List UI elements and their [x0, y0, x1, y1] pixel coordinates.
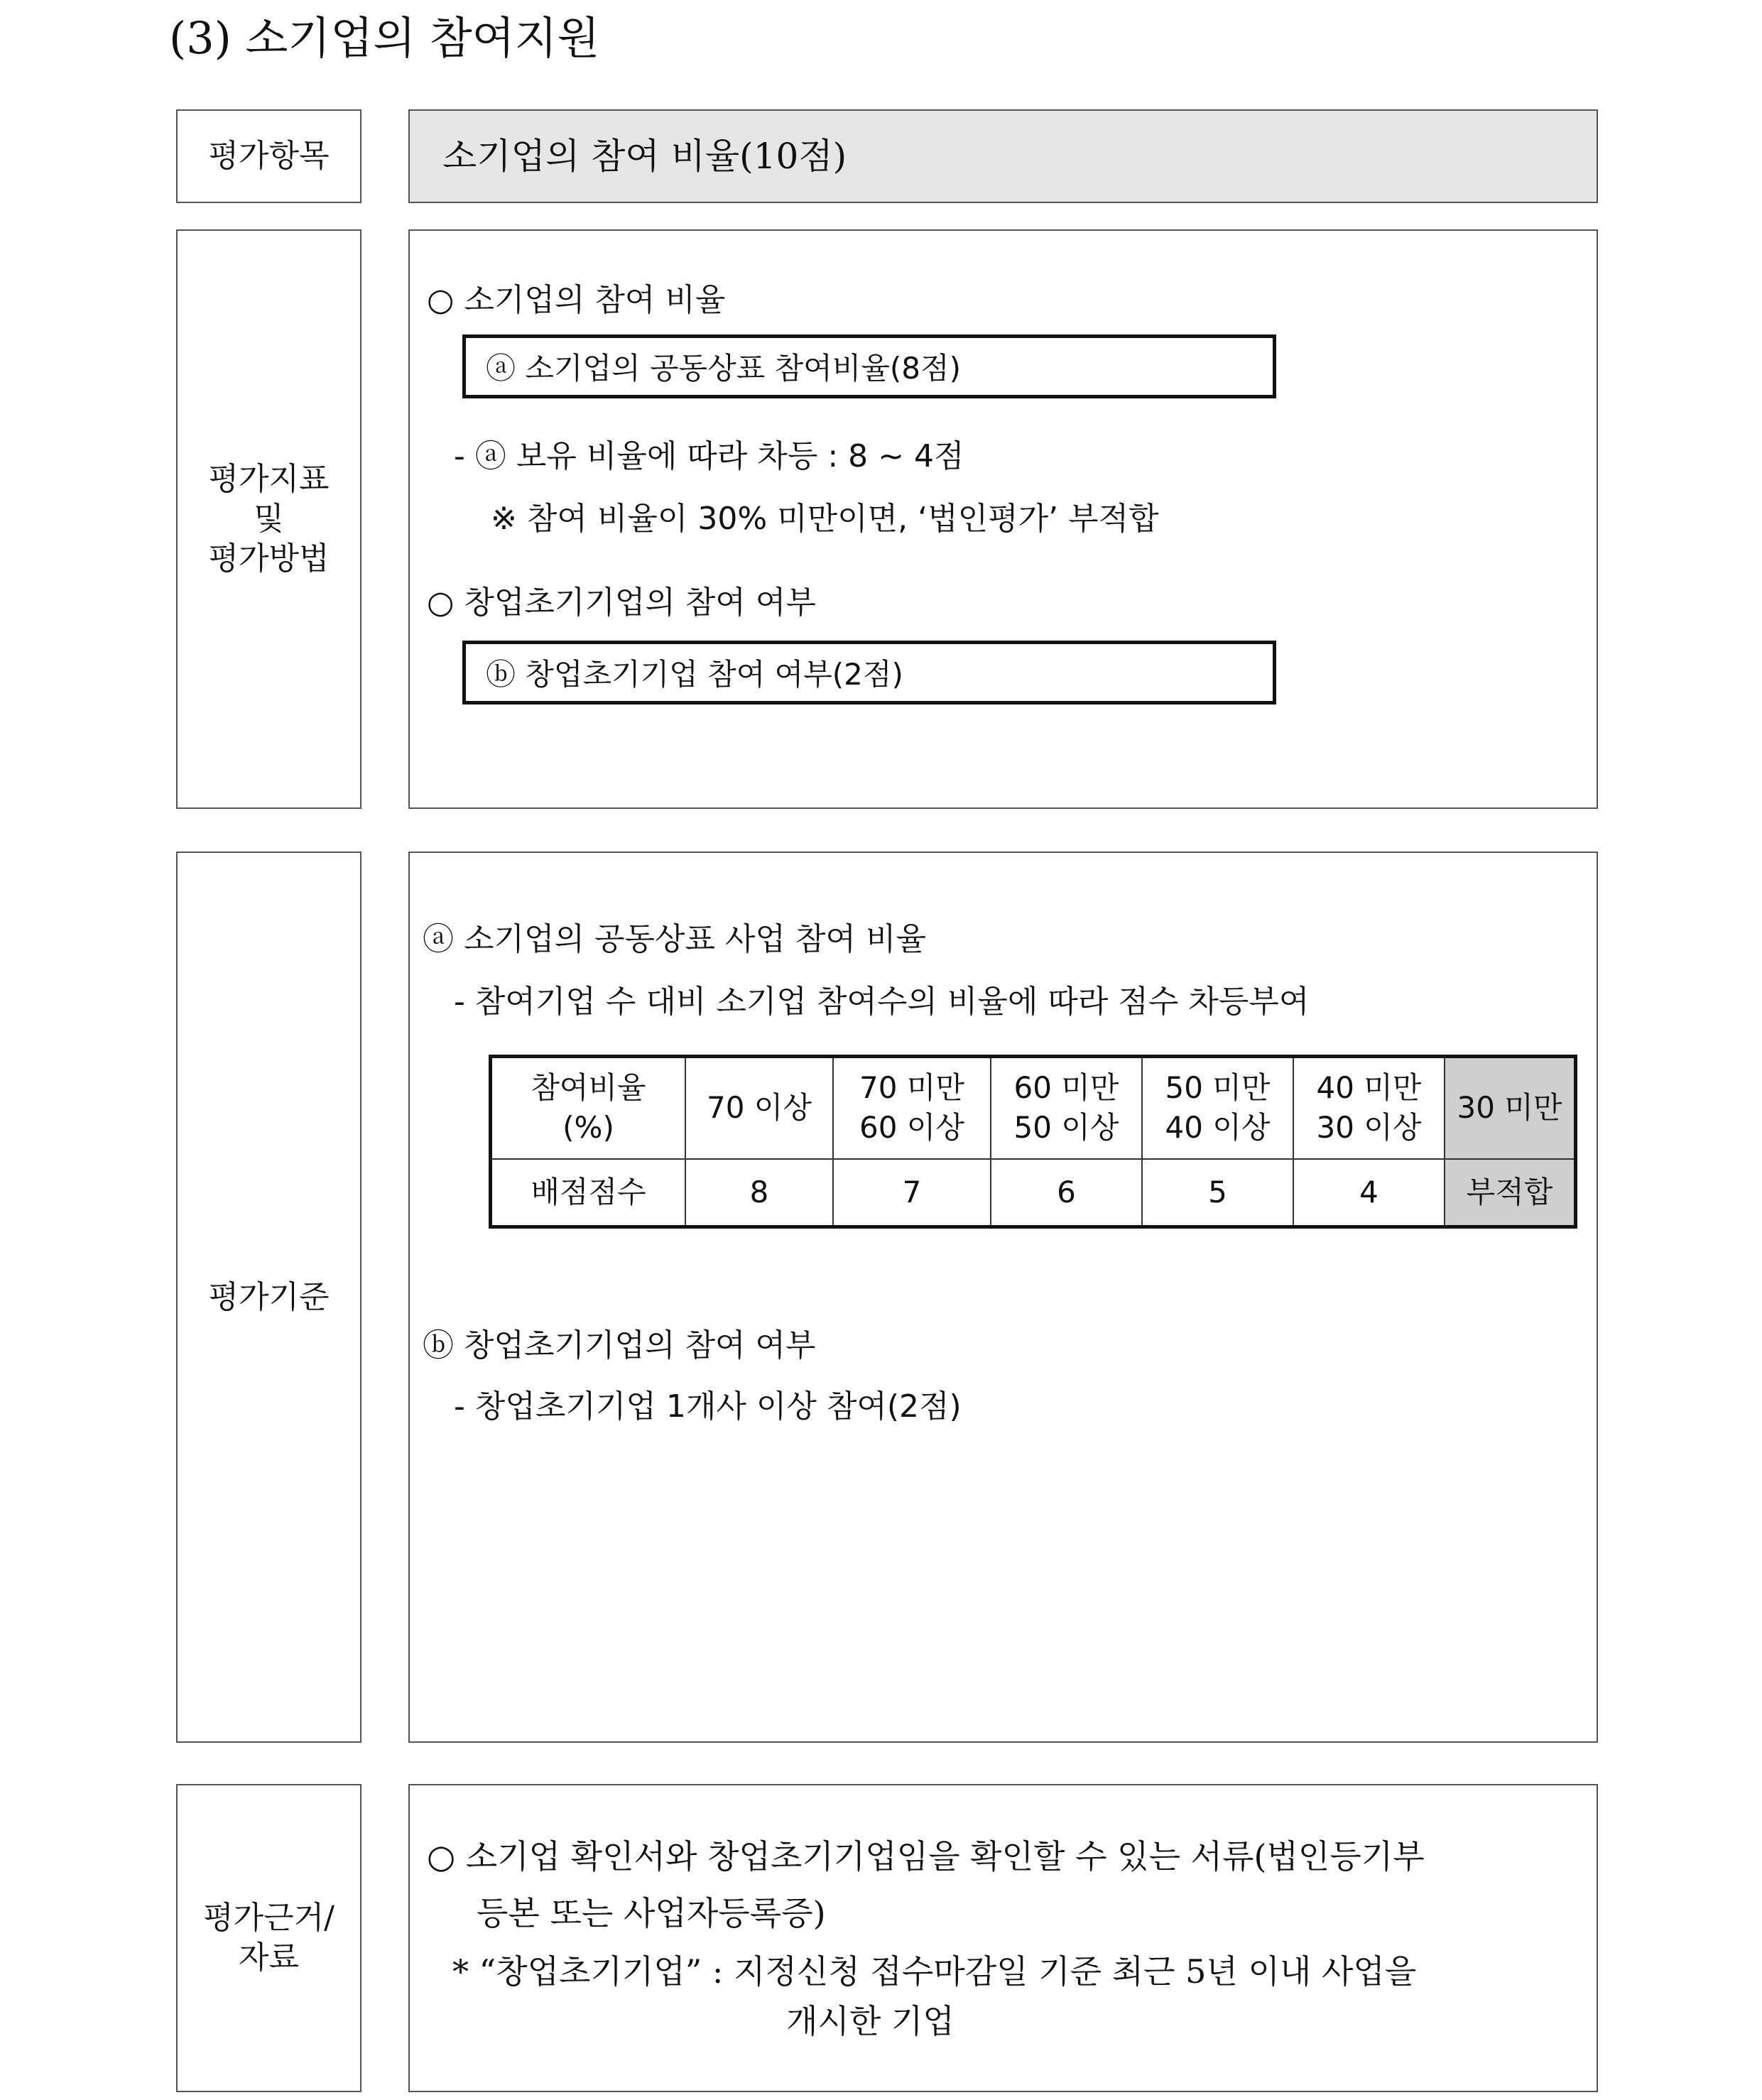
score-cell-2: 7	[833, 1159, 991, 1227]
score-table-score-row	[491, 1159, 1576, 1227]
basis-bullet-line-2: 등본 또는 사업자등록증)	[477, 1894, 826, 1932]
criteria-a-desc: - 참여기업 수 대비 소기업 참여수의 비율에 따라 점수 차등부여	[454, 984, 1310, 1020]
score-table-col-3: 60 미만 50 이상	[991, 1057, 1142, 1159]
score-cell-1: 8	[685, 1159, 833, 1227]
score-table-score-label: 배점점수	[491, 1159, 686, 1227]
score-table-header-row	[491, 1057, 1576, 1159]
item-value-cell	[408, 109, 1598, 203]
basis-bullet-line-1: ○ 소기업 확인서와 창업초기기업임을 확인할 수 있는 서류(법인등기부	[427, 1837, 1425, 1876]
criteria-b-desc: - 창업초기기업 1개사 이상 참여(2점)	[454, 1388, 962, 1425]
score-cell-6: 부적합	[1445, 1159, 1576, 1227]
indicator-box-a-text: ⓐ 소기업의 공동상표 참여비율(8점)	[486, 351, 961, 386]
indicator-label-cell	[176, 229, 361, 809]
criteria-b-title: ⓑ 창업초기기업의 참여 여부	[423, 1327, 816, 1364]
criteria-label-cell	[176, 852, 361, 1743]
score-cell-4: 5	[1142, 1159, 1293, 1227]
score-table-col-4: 50 미만 40 이상	[1142, 1057, 1293, 1159]
score-table-col-1: 70 이상	[685, 1057, 833, 1159]
item-value: 소기업의 참여 비율(10점)	[442, 136, 847, 177]
criteria-a-title: ⓐ 소기업의 공동상표 사업 참여 비율	[423, 921, 926, 957]
indicator-note-a: ※ 참여 비율이 30% 미만이면, ‘법인평가’ 부적합	[491, 501, 1159, 537]
indicator-box-b-text: ⓑ 창업초기기업 참여 여부(2점)	[486, 657, 903, 692]
score-cell-3: 6	[991, 1159, 1142, 1227]
basis-label-cell	[176, 1784, 361, 2092]
score-table-col-2: 70 미만 60 이상	[833, 1057, 991, 1159]
score-cell-5: 4	[1293, 1159, 1445, 1227]
section-title: (3) 소기업의 참여지원	[169, 12, 600, 64]
indicator-content-cell	[408, 229, 1598, 809]
basis-content-cell	[408, 1784, 1598, 2092]
indicator-box-b	[462, 641, 1276, 704]
indicator-label-line-3: 평가방법	[208, 540, 330, 577]
basis-label-line-2: 자료	[238, 1939, 299, 1976]
item-label-cell	[176, 109, 361, 203]
indicator-bullet-2: ○ 창업초기기업의 참여 여부	[427, 584, 816, 621]
item-label: 평가항목	[208, 138, 330, 174]
basis-label-line-1: 평가근거/	[203, 1900, 335, 1936]
indicator-label-line-1: 평가지표	[208, 461, 330, 497]
indicator-bullet-1: ○ 소기업의 참여 비율	[427, 282, 726, 318]
basis-note-line-2: 개시한 기업	[786, 2002, 955, 2040]
score-table-header-label: 참여비율 (%)	[491, 1057, 686, 1159]
score-table-col-5: 40 미만 30 이상	[1293, 1057, 1445, 1159]
indicator-dash-a: - ⓐ 보유 비율에 따라 차등 : 8 ~ 4점	[454, 438, 964, 474]
criteria-label: 평가기준	[208, 1278, 330, 1315]
indicator-label-line-2: 및	[254, 501, 284, 537]
indicator-box-a	[462, 334, 1276, 398]
score-table-col-6: 30 미만	[1445, 1057, 1576, 1159]
basis-note-line-1: * “창업초기기업” : 지정신청 접수마감일 기준 최근 5년 이내 사업을	[452, 1952, 1417, 1991]
score-table	[489, 1055, 1577, 1229]
criteria-content-cell	[408, 852, 1598, 1743]
